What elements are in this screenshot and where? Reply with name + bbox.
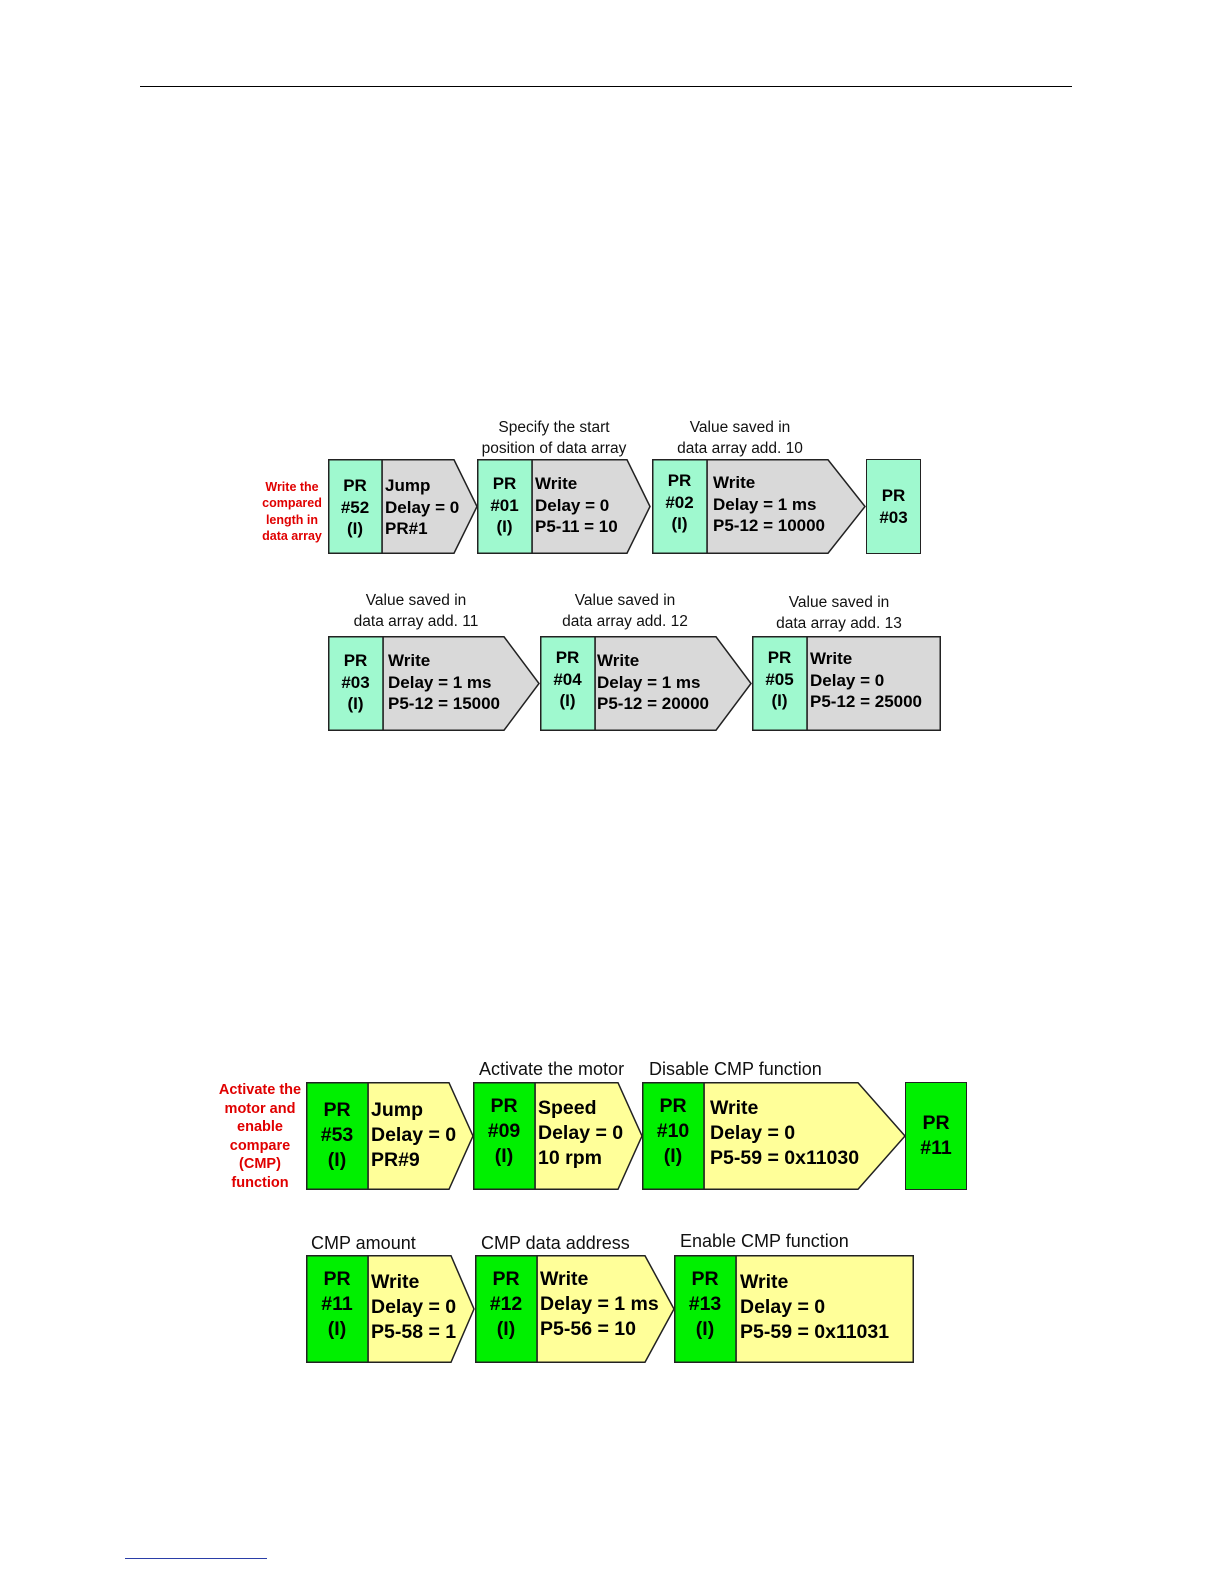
body-line: Speed xyxy=(538,1097,597,1119)
pr-line: (I) xyxy=(327,1149,347,1171)
pr-line: #10 xyxy=(656,1120,690,1142)
body-line: PR#9 xyxy=(371,1149,420,1171)
body-line: P5-12 = 25000 xyxy=(810,692,923,711)
pr-line: PR xyxy=(492,474,517,493)
d1-label-line: data array add. 10 xyxy=(677,439,803,457)
body-line: P5-11 = 10 xyxy=(535,517,618,536)
d2-side-note-line: compare xyxy=(229,1137,291,1154)
d1-label-start-position xyxy=(470,418,638,459)
body-line: Write xyxy=(388,651,431,670)
d1-step-pr05 xyxy=(752,636,941,731)
d1-step-pr-text xyxy=(752,647,807,712)
pr-line: (I) xyxy=(671,514,688,533)
pr-line: PR xyxy=(323,1268,351,1290)
d1-label-add11 xyxy=(338,591,494,632)
pr-line: (I) xyxy=(327,1318,347,1340)
d1-side-note xyxy=(252,479,332,544)
body-line: Write xyxy=(710,1097,759,1119)
d1-label-line: data array add. 13 xyxy=(776,614,902,632)
pr-line: #04 xyxy=(553,669,582,689)
pr-line: PR xyxy=(343,476,367,495)
pr-line: (I) xyxy=(347,694,364,713)
pr-line: #53 xyxy=(320,1124,354,1146)
d1-label-line: Specify the start xyxy=(498,419,610,436)
body-line: Delay = 0 xyxy=(385,497,460,517)
d1-step-body-text xyxy=(388,650,500,715)
d2-step-pr11 xyxy=(306,1255,475,1363)
body-line: Write xyxy=(713,473,756,492)
body-line: P5-12 = 20000 xyxy=(597,694,710,713)
d1-label-line: data array add. 12 xyxy=(562,612,688,630)
d1-step-pr01 xyxy=(477,459,651,554)
d1-step-body-text xyxy=(385,475,459,540)
body-line: Write xyxy=(371,1271,420,1293)
body-line: Delay = 1 ms xyxy=(388,672,492,692)
d1-step-pr52 xyxy=(328,459,478,554)
d2-label-activate-motor: Activate the motor xyxy=(479,1059,625,1079)
d2-side-note xyxy=(210,1081,310,1193)
d2-end-pr11 xyxy=(905,1082,967,1190)
d1-step-pr-text xyxy=(328,650,383,715)
body-line: Write xyxy=(740,1271,789,1293)
d1-side-note-line: Write the xyxy=(265,480,319,494)
d1-step-pr04 xyxy=(540,636,752,731)
pr-line: #03 xyxy=(341,672,370,692)
body-line: Delay = 0 xyxy=(538,1122,624,1144)
body-line: PR#1 xyxy=(385,519,428,538)
body-line: Delay = 0 xyxy=(371,1124,457,1146)
body-line: Write xyxy=(597,651,640,670)
body-line: P5-59 = 0x11031 xyxy=(740,1321,890,1343)
d1-step-body-text xyxy=(713,472,825,537)
d2-step-pr-text xyxy=(306,1267,368,1342)
pr-line: PR xyxy=(659,1095,687,1117)
d1-label-line: Value saved in xyxy=(574,592,676,609)
pr-line: (I) xyxy=(771,691,788,710)
header-rule xyxy=(140,86,1072,87)
d1-step-pr02 xyxy=(652,459,866,554)
body-line: Delay = 0 xyxy=(740,1296,826,1318)
d1-side-note-line: data array xyxy=(262,528,322,543)
pr-line: PR xyxy=(691,1268,719,1290)
body-line: Delay = 1 ms xyxy=(713,494,817,514)
pr-line: PR xyxy=(343,651,368,670)
d1-step-pr-text xyxy=(652,470,707,535)
body-line: Delay = 1 ms xyxy=(597,672,701,692)
d2-side-note-line: Activate the xyxy=(218,1082,302,1098)
d1-step-pr-text xyxy=(477,473,532,538)
d2-step-body-text xyxy=(371,1098,456,1173)
pr-line: PR xyxy=(667,471,692,490)
d2-side-note-line: enable xyxy=(237,1119,283,1136)
d2-label-enable-cmp: Enable CMP function xyxy=(680,1231,849,1251)
pr-line: PR xyxy=(767,648,792,667)
d1-label-add13 xyxy=(761,593,917,634)
body-line: Jump xyxy=(371,1099,424,1121)
d2-step-pr53 xyxy=(306,1082,474,1190)
pr-line: (I) xyxy=(695,1318,715,1340)
d1-label-add12 xyxy=(547,591,703,632)
d1-label-line: position of data array xyxy=(481,439,627,457)
d1-side-note-line: compared xyxy=(262,496,322,511)
body-line: P5-56 = 10 xyxy=(540,1318,636,1340)
d2-step-pr-text xyxy=(674,1267,736,1342)
pr-line: #09 xyxy=(487,1120,521,1142)
body-line: Delay = 0 xyxy=(810,670,885,690)
d2-step-body-text xyxy=(740,1270,889,1345)
pr-line: PR xyxy=(922,1112,950,1134)
d1-label-line: Value saved in xyxy=(788,594,890,611)
pr-line: PR xyxy=(555,648,580,667)
pr-line: #05 xyxy=(765,669,794,689)
d2-label-cmp-amount: CMP amount xyxy=(311,1233,416,1253)
pr-line: #13 xyxy=(688,1293,722,1315)
d2-step-pr09 xyxy=(473,1082,643,1190)
pr-line: #11 xyxy=(321,1293,353,1315)
d1-label-line: data array add. 11 xyxy=(353,612,479,630)
pr-line: (I) xyxy=(663,1145,683,1167)
body-line: Jump xyxy=(385,476,431,495)
d1-step-body-text xyxy=(597,650,709,715)
pr-line: (I) xyxy=(346,519,364,538)
body-line: Delay = 0 xyxy=(535,495,610,515)
pr-line: (I) xyxy=(496,1318,516,1340)
d2-step-pr-text xyxy=(642,1094,704,1169)
pr-line: #12 xyxy=(489,1293,523,1315)
d1-step-pr-text xyxy=(328,475,382,540)
d2-side-note-line: motor and xyxy=(224,1100,296,1117)
d1-label-add10 xyxy=(662,418,818,459)
d2-side-note-line: (CMP) xyxy=(239,1156,281,1173)
d2-step-body-text xyxy=(371,1270,456,1345)
d2-step-body-text xyxy=(538,1096,623,1171)
pr-line: #02 xyxy=(665,492,694,512)
body-line: P5-12 = 10000 xyxy=(713,516,826,535)
d2-step-pr12 xyxy=(475,1255,675,1363)
d2-step-pr-text xyxy=(473,1094,535,1169)
body-line: Delay = 1 ms xyxy=(540,1293,659,1315)
body-line: Write xyxy=(540,1268,589,1290)
body-line: 10 rpm xyxy=(538,1147,602,1169)
d2-label-disable-cmp: Disable CMP function xyxy=(649,1059,822,1079)
pr-line: (I) xyxy=(494,1145,514,1167)
pr-line: PR xyxy=(490,1095,518,1117)
d2-step-pr10 xyxy=(642,1082,906,1190)
body-line: Write xyxy=(810,649,853,668)
d1-side-note-line: length in xyxy=(265,512,319,527)
d2-step-body-text xyxy=(540,1267,659,1342)
body-line: P5-58 = 1 xyxy=(371,1321,457,1343)
pr-line: PR xyxy=(492,1268,520,1290)
d2-label-cmp-data-address: CMP data address xyxy=(481,1233,630,1253)
pr-line: (I) xyxy=(559,691,576,710)
pr-line: PR xyxy=(323,1099,351,1121)
footer-rule xyxy=(125,1558,267,1559)
d2-step-pr13 xyxy=(674,1255,914,1363)
d1-end-pr03 xyxy=(866,459,921,554)
d1-step-pr03 xyxy=(328,636,540,731)
body-line: Delay = 0 xyxy=(371,1296,457,1318)
pr-line: #52 xyxy=(340,497,370,517)
d1-step-pr-text xyxy=(540,647,595,712)
pr-line: #11 xyxy=(920,1137,952,1159)
d1-step-body-text xyxy=(535,473,618,538)
d1-label-line: Value saved in xyxy=(365,592,467,609)
body-line: P5-59 = 0x11030 xyxy=(710,1147,860,1169)
d2-step-pr-text xyxy=(306,1098,368,1173)
pr-line: PR xyxy=(881,485,906,505)
body-line: Delay = 0 xyxy=(710,1122,796,1144)
body-line: P5-12 = 15000 xyxy=(388,694,501,713)
d2-side-note-line: function xyxy=(231,1174,289,1191)
body-line: Write xyxy=(535,474,578,493)
d1-step-body-text xyxy=(810,648,922,713)
pr-line: #01 xyxy=(490,495,519,515)
d2-step-body-text xyxy=(710,1096,859,1171)
d1-label-line: Value saved in xyxy=(689,419,791,436)
d2-step-pr-text xyxy=(475,1267,537,1342)
pr-line: (I) xyxy=(496,517,513,536)
pr-line: #03 xyxy=(879,507,908,527)
